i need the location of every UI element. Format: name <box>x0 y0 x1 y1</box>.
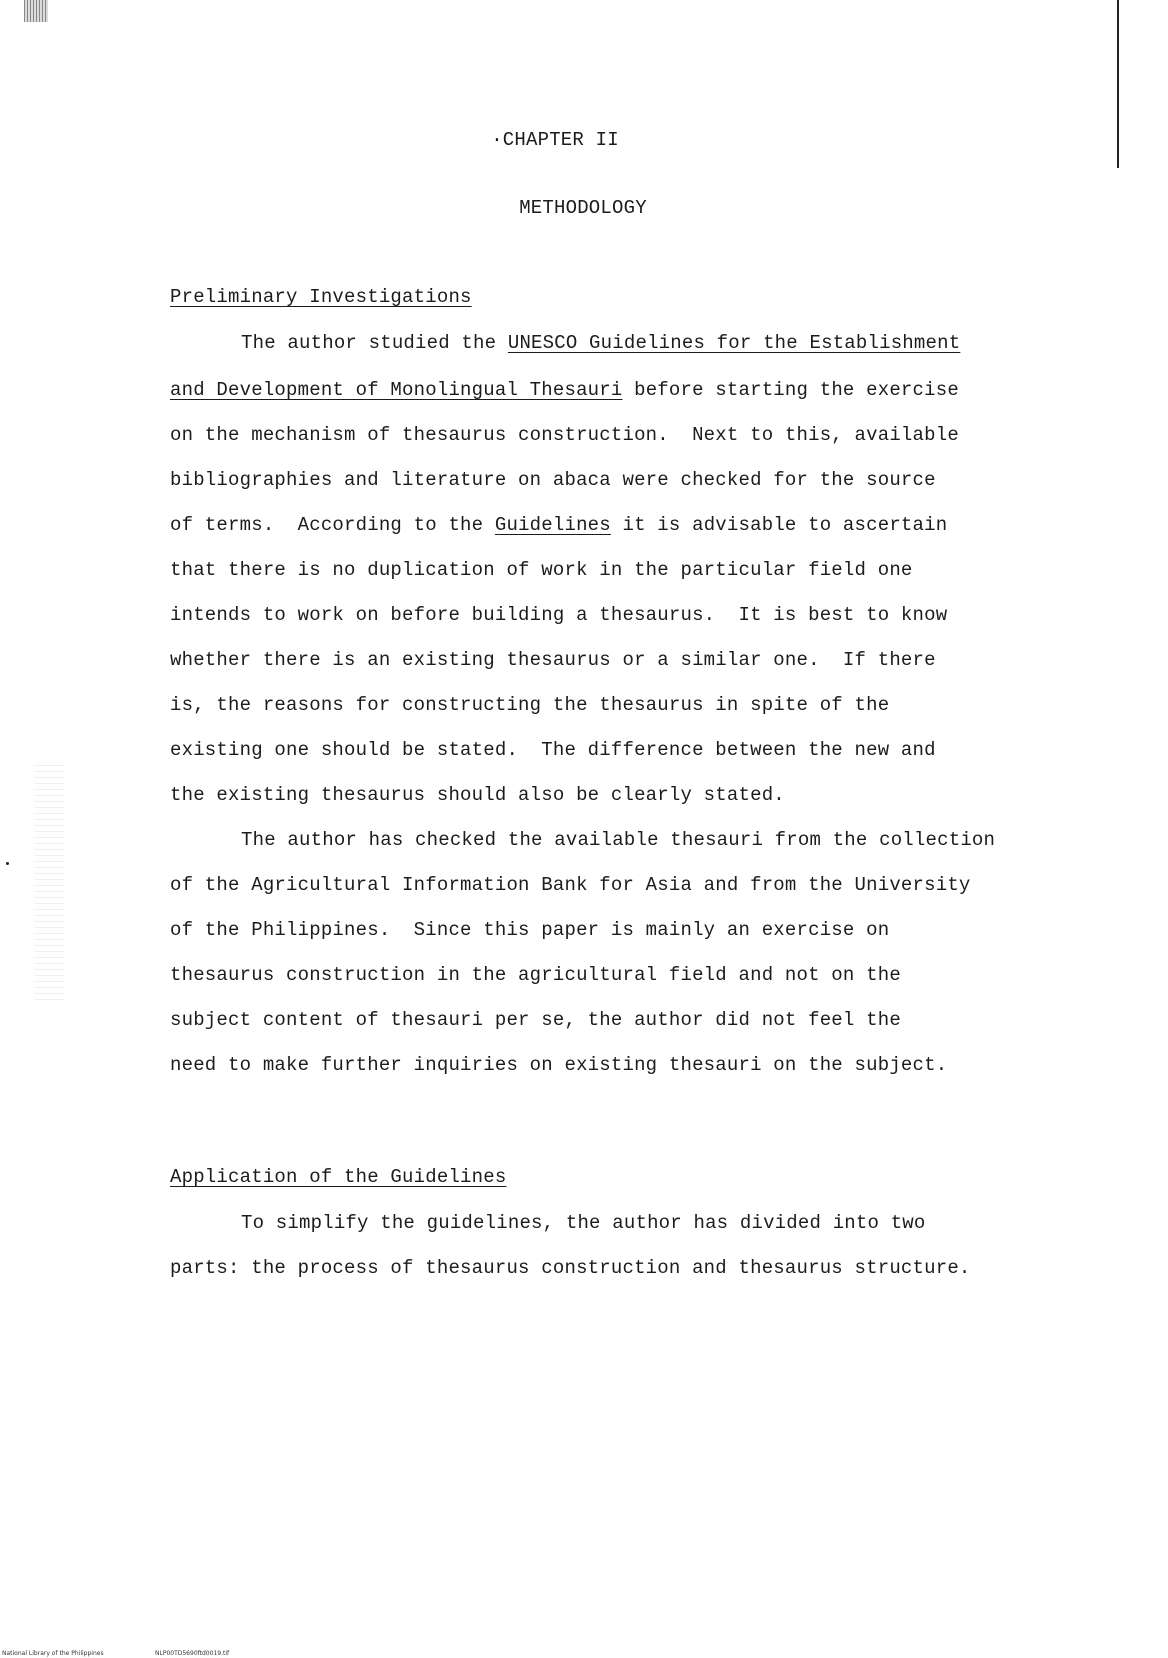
text-run: before starting the exercise <box>622 379 959 401</box>
citation-title: UNESCO Guidelines for the Establishment <box>507 332 961 354</box>
chapter-label: ·CHAPTER II <box>491 129 619 151</box>
text-run: of terms. According to the <box>170 514 495 536</box>
paragraph-line: To simplify the guidelines, the author has divided into two <box>241 1212 926 1234</box>
paragraph-line: of the Agricultural Information Bank for Asia and from the University <box>170 874 971 896</box>
footer-library: National Library of the Philippines <box>2 1650 104 1657</box>
paragraph-line: is, the reasons for constructing the thesaurus in spite of the <box>170 694 890 716</box>
paragraph-line: that there is no duplication of work in the particular field one <box>170 559 913 581</box>
paragraph-line: thesaurus construction in the agricultural field and not on the <box>170 964 901 986</box>
paragraph-line: bibliographies and literature on abaca were checked for the source <box>170 469 936 491</box>
page-edge-rule <box>1117 0 1119 168</box>
scan-speckle <box>34 760 64 1000</box>
footer-filename: NLP00TD5690ftd0019.tif <box>155 1650 230 1657</box>
text-run: The author studied the <box>241 332 508 354</box>
scan-artifact <box>24 0 48 22</box>
section-heading-application: Application of the Guidelines <box>170 1166 507 1188</box>
text-run: it is advisable to ascertain <box>610 514 948 536</box>
citation-title: Guidelines <box>494 514 611 536</box>
citation-title: and Development of Monolingual Thesauri <box>170 379 623 401</box>
paragraph-line: intends to work on before building a thesaurus. It is best to know <box>170 604 948 626</box>
paragraph-line <box>241 332 960 354</box>
paragraph-line <box>170 514 947 536</box>
paragraph-line: on the mechanism of thesaurus construction. Next to this, available <box>170 424 959 446</box>
section-heading-preliminary: Preliminary Investigations <box>170 286 472 308</box>
paragraph-line <box>170 379 959 401</box>
paragraph-line: subject content of thesauri per se, the author did not feel the <box>170 1009 901 1031</box>
paragraph-line: whether there is an existing thesaurus or a similar one. If there <box>170 649 936 671</box>
paragraph-line: need to make further inquiries on existing thesauri on the subject. <box>170 1054 948 1076</box>
chapter-title: METHODOLOGY <box>519 197 647 219</box>
paragraph-line: the existing thesaurus should also be clearly stated. <box>170 784 785 806</box>
paragraph-line: existing one should be stated. The difference between the new and <box>170 739 936 761</box>
paragraph-line: The author has checked the available thesauri from the collection <box>241 829 996 851</box>
margin-dot <box>6 862 9 865</box>
paragraph-line: of the Philippines. Since this paper is mainly an exercise on <box>170 919 890 941</box>
paragraph-line: parts: the process of thesaurus construction and thesaurus structure. <box>170 1257 971 1279</box>
